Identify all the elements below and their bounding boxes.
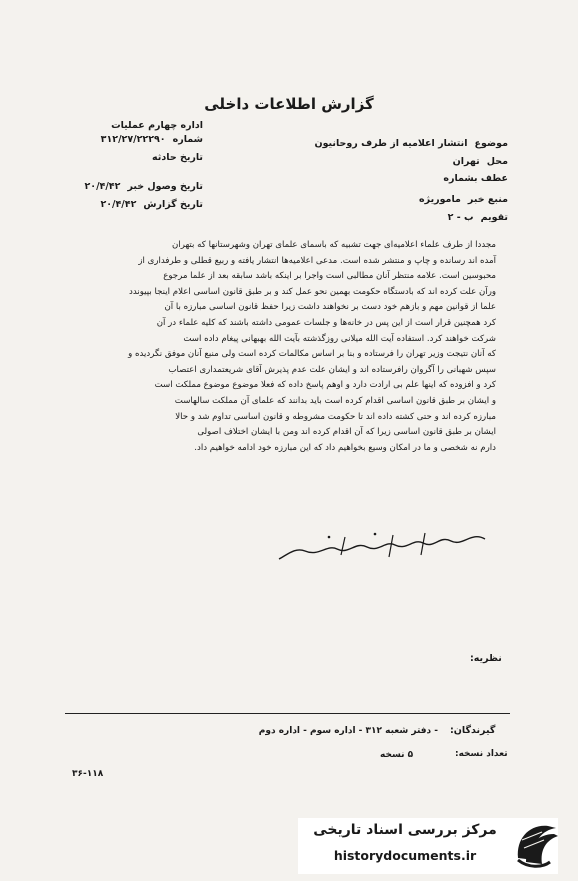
- copies-label: تعداد نسخه:: [455, 749, 508, 759]
- header-source-value: ماموریژه: [419, 194, 461, 205]
- copies-value: ۵ نسخه: [380, 750, 414, 760]
- body-line: شرکت خواهند کرد. استفاده آیت الله میلانی روزگذشته بآیت الله بهبهانی پیغام داده است: [183, 333, 496, 344]
- header-incident-date: [152, 152, 203, 163]
- header-office-label: اداره چهارم عملیات: [111, 120, 203, 131]
- header-location: [453, 156, 508, 167]
- recipients-label: گیرندگان:: [450, 725, 496, 736]
- body-line: مجددا از طرف علماء اعلامیه‌ای جهت تشبیه که باسمای علمای تهران وشهرستانها که بتهران: [172, 240, 496, 250]
- document-title: گزارش اطلاعات داخلی: [204, 95, 374, 113]
- header-number: [101, 134, 203, 145]
- header-rating-value: ب - ۲: [447, 212, 474, 223]
- body-line: سپس شهبانی را آگروان رافرستاده اند و ایشان علت عدم پذیرش آقای شریعتمداری اعتصاب: [168, 364, 496, 375]
- header-reference-label: عطف بشماره: [443, 173, 508, 184]
- body-line: محبوسین است. علامه منتظر آنان مطالبی است واجرا بر اینکه باشد سابقه بعد از علما مرجوع: [163, 271, 496, 282]
- recipients-value: - دفتر شعبه ۳۱۲ - اداره سوم - اداره دوم: [258, 726, 438, 736]
- body-line: که آنان نتیجت وزیر تهران را فرستاده و بنا بر اساس مکالمات کرده است ولی منبع آنان موفق نگردیده و: [128, 349, 496, 360]
- header-rating-label: تقویم: [480, 212, 508, 223]
- header-subject: [314, 138, 508, 149]
- footer-divider: [65, 713, 510, 714]
- header-report-date-label: تاریخ گزارش: [143, 199, 203, 210]
- body-line: مبارزه کرده اند و حتی کشته داده اند تا حکومت مشروطه و قانون اساسی تداوم شد و حالا: [175, 411, 496, 422]
- header-location-label: محل: [486, 156, 508, 167]
- body-line: ورآن علت کرده اند که بادستگاه حکومت بهمین نحو عمل کند و بر طبق قانون اساسی اعلام اینجا بپیوندد: [129, 286, 496, 297]
- body-line: علما از قوانین مهم و بازهم خود دست بر نخواهند داشت زیرا حفظ قانون اساسی مبارزه با آن: [164, 302, 496, 313]
- header-incident-date-label: تاریخ حادثه: [152, 152, 203, 163]
- scroll-logo-icon: [512, 818, 562, 870]
- body-line: آمده اند رسانده و چاپ و منتشر شده است. مدعی اعلامیه‌ها انتشار یافته و ربیع قطلی و طرفداری از: [138, 255, 496, 266]
- notes-label: نظریه:: [470, 653, 502, 664]
- header-location-value: تهران: [452, 156, 480, 167]
- header-number-label: شماره: [172, 134, 203, 145]
- header-number-value: ۳۱۲/۲۷/۲۲۲۹۰: [100, 134, 166, 145]
- header-subject-label: موضوع: [474, 138, 508, 149]
- body-line: دارم نه شخصی و ما در امکان وسیع بخواهیم داد که این مبارزه خود ادامه خواهیم داد.: [194, 442, 496, 453]
- header-source: [419, 194, 508, 205]
- header-rating: [448, 212, 508, 223]
- watermark-url: historydocuments.ir: [333, 848, 477, 863]
- document-number: ۳۶-۱۱۸: [72, 769, 104, 779]
- header-received-date-value: ۲۰/۴/۴۲: [84, 181, 121, 192]
- body-line: کرد و افزوده که اینها علم بی ارادت دارد و اوهم پاسخ داده که فعلا موضوع موضوع مملکت است: [154, 380, 496, 391]
- header-report-date: [100, 199, 203, 210]
- body-line: و ایشان بر طبق قانون اساسی اقدام کرده است باید بدانند که علمای آن مملکت سالهاست: [174, 395, 496, 406]
- header-office: [111, 120, 203, 131]
- header-reference: [443, 173, 508, 184]
- header-subject-value: انتشار اعلامیه از طرف روحانیون: [314, 138, 468, 149]
- handwritten-signature: [275, 525, 490, 565]
- watermark-persian: مرکز بررسی اسناد تاریخی: [313, 822, 497, 838]
- header-source-label: منبع خبر: [467, 194, 508, 205]
- body-line: ایشان بر طبق قانون اساسی زیرا که آن اقدام کرده اند ومن با ایشان اختلاف اصولی: [197, 427, 496, 438]
- header-report-date-value: ۲۰/۴/۴۲: [100, 199, 137, 210]
- body-line: کرد همچنین قرار است از این پس در خانه‌ها و جلسات عمومی داشته باشند که کلیه علماء در آن: [156, 317, 496, 328]
- header-received-date-label: تاریخ وصول خبر: [127, 181, 203, 192]
- report-body: [76, 238, 496, 456]
- header-received-date: [84, 181, 203, 192]
